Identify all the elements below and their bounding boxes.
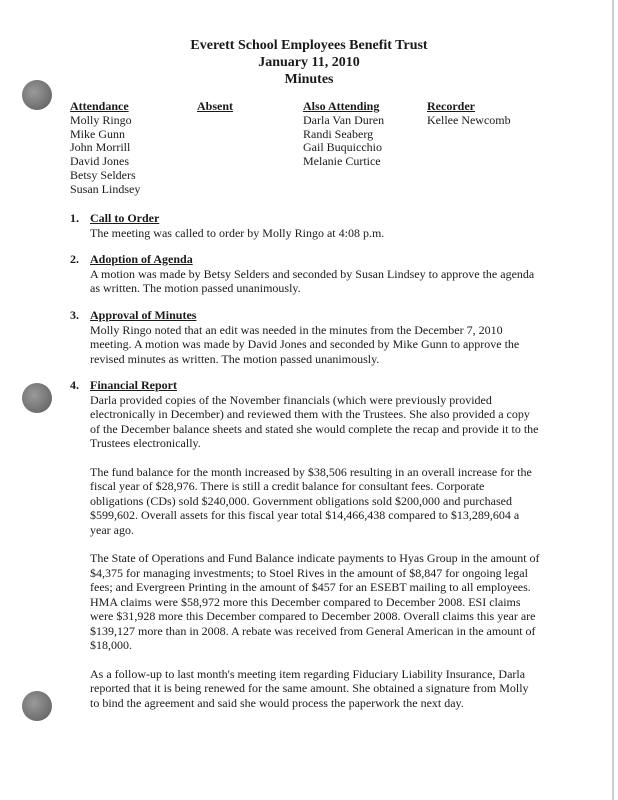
attendee-name: Susan Lindsey	[70, 181, 141, 196]
recorder-heading: Recorder	[427, 99, 475, 113]
absent-heading: Absent	[197, 99, 234, 113]
section-number: 3.	[70, 308, 79, 322]
section-number: 2.	[70, 252, 79, 266]
section-title: Call to Order	[90, 211, 160, 225]
attendee-name: David Jones	[70, 154, 129, 169]
section-paragraph: A motion was made by Betsy Selders and seconded by Susan Lindsey to approve the agenda as written. The motion passed unanimously.	[90, 266, 535, 295]
guest-name: Darla Van Duren	[303, 112, 385, 127]
attendee-name: John Morrill	[70, 140, 131, 155]
recorder-column	[427, 100, 511, 128]
attendee-name: Betsy Selders	[70, 167, 136, 182]
guest-name: Randi Seaberg	[303, 126, 374, 141]
section-paragraph: As a follow-up to last month's meeting item regarding Fiduciary Liability Insurance, Darla reported that it is being renewed for the same amount. She obtained a signature from Molly to bind the agreement and said she would process the paperwork the next day.	[90, 666, 529, 710]
section-paragraph: The meeting was called to order by Molly Ringo at 4:08 p.m.	[90, 225, 385, 240]
section-number: 4.	[70, 378, 79, 392]
guest-name: Gail Buquicchio	[303, 140, 382, 155]
section-number: 1.	[70, 211, 79, 225]
section-title: Financial Report	[90, 378, 177, 392]
attendance-heading: Attendance	[70, 99, 129, 113]
attendee-name: Mike Gunn	[70, 126, 125, 141]
page-edge	[612, 0, 614, 800]
section-title: Approval of Minutes	[90, 308, 197, 322]
doc-org-title: Everett School Employees Benefit Trust	[190, 38, 428, 53]
also-attending-heading: Also Attending	[303, 99, 380, 113]
attendee-name: Molly Ringo	[70, 112, 132, 127]
doc-date: January 11, 2010	[258, 55, 360, 70]
section-financial-report	[70, 378, 540, 718]
absent-column	[197, 100, 233, 114]
also-attending-column	[303, 100, 384, 169]
guest-name: Melanie Curtice	[303, 154, 381, 169]
section-call-to-order	[70, 211, 540, 241]
punch-hole	[22, 383, 52, 413]
section-approval-of-minutes	[70, 308, 540, 368]
recorder-name: Kellee Newcomb	[427, 112, 511, 127]
section-paragraph: Molly Ringo noted that an edit was needed in the minutes from the December 7, 2010 meeting. A motion was made by David Jones and seconded by Mike Gunn to approve the revised minutes as written. The motion passed unanimously.	[90, 322, 520, 366]
section-adoption-of-agenda	[70, 252, 540, 297]
section-title: Adoption of Agenda	[90, 252, 193, 266]
doc-type: Minutes	[284, 72, 334, 87]
section-paragraph: Darla provided copies of the November financials (which were previously provided electronically in December) and reviewed them with the Trustees. She also provided a copy of the December balance sheets and stated she would complete the recap and provide it to the Trustees electronically.	[90, 392, 539, 450]
section-paragraph: The fund balance for the month increased by $38,506 resulting in an overall increase for the fiscal year of $28,976. There is still a credit balance for consultant fees. Corporate obligations (CDs) sold $240,000. Government obligations sold $200,000 and purchased $599,602. Overall assets for this fiscal year total $14,466,438 compared to $13,289,604 a year ago.	[90, 464, 532, 537]
section-paragraph: The State of Operations and Fund Balance indicate payments to Hyas Group in the amount of $4,375 for managing investments; to Stoel Rives in the amount of $8,847 for ongoing legal fees; and Evergreen Printing in the amount of $457 for an ESEBT mailing to all employees. HMA claims were $58,972 more this December compared to December 2008. ESI claims were $31,928 more this December compared to December 2008. Overall claims this year are $139,127 more than in 2008. A rebate was received from General American in the amount of $18,000.	[90, 551, 540, 652]
attendance-column	[70, 100, 140, 197]
punch-hole	[22, 691, 52, 721]
